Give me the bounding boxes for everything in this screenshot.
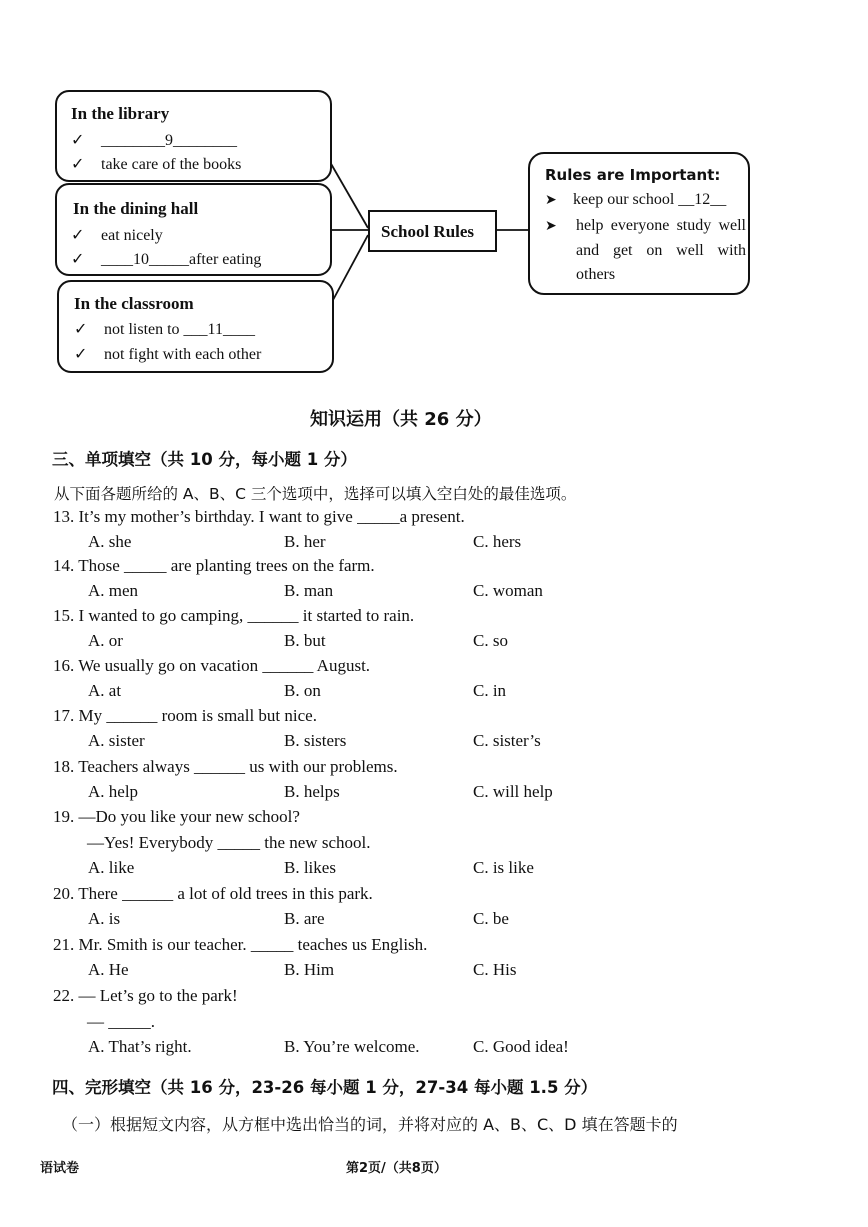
question-stem-line2: —Yes! Everybody _____ the new school. xyxy=(87,833,371,852)
question-stem: 14. Those _____ are planting trees on the farm. xyxy=(53,556,375,575)
answer-option-b: B. Him xyxy=(284,960,335,979)
footer-page-number: 第2页/（共8页） xyxy=(346,1161,447,1176)
check-icon: ✓ xyxy=(71,132,85,149)
dining-item-1 xyxy=(71,225,163,245)
part4-heading: 四、完形填空（共 16 分，23-26 每小题 1 分，27-34 每小题 1.5 分） xyxy=(52,1078,598,1097)
part4-subheading: （一）根据短文内容，从方框中选出恰当的词，并将对应的 A、B、C、D 填在答题卡的 xyxy=(62,1115,678,1134)
question-stem: 17. My ______ room is small but nice. xyxy=(53,706,317,725)
library-box xyxy=(55,90,332,182)
answer-option-b: B. on xyxy=(284,681,321,700)
rules-important-title: Rules are Important: xyxy=(545,166,721,184)
classroom-box xyxy=(57,280,334,373)
question-stem-line2: — _____. xyxy=(87,1012,155,1031)
question-stem: 22. — Let’s go to the park! xyxy=(53,986,238,1005)
classroom-item-2-text: not fight with each other xyxy=(104,346,262,363)
dining-item-1-text: eat nicely xyxy=(101,227,163,244)
classroom-item-1 xyxy=(74,319,255,339)
dining-item-2-text: ____10_____after eating xyxy=(101,251,262,268)
arrow-icon: ➤ xyxy=(545,219,557,234)
answer-option-b: B. helps xyxy=(284,782,340,801)
answer-option-c: C. Good idea! xyxy=(473,1037,569,1056)
school-rules-box xyxy=(368,210,497,252)
question-stem: 19. —Do you like your new school? xyxy=(53,807,300,826)
answer-option-b: B. You’re welcome. xyxy=(284,1037,420,1056)
check-icon: ✓ xyxy=(71,227,85,244)
question-stem: 16. We usually go on vacation ______ August. xyxy=(53,656,371,675)
answer-option-c: C. hers xyxy=(473,532,522,551)
question-stem: 15. I wanted to go camping, ______ it started to rain. xyxy=(53,606,415,625)
dining-box xyxy=(55,183,332,276)
answer-option-b: B. man xyxy=(284,581,334,600)
answer-option-a: A. like xyxy=(88,858,135,877)
library-item-1-text: ________9________ xyxy=(101,132,237,149)
answer-option-c: C. is like xyxy=(473,858,534,877)
answer-option-a: A. is xyxy=(88,909,121,928)
question-stem: 18. Teachers always ______ us with our problems. xyxy=(53,757,398,776)
question-stem: 13. It’s my mother’s birthday. I want to give _____a present. xyxy=(53,507,465,526)
answer-option-a: A. He xyxy=(88,960,129,979)
dining-item-2 xyxy=(71,249,261,269)
answer-option-c: C. be xyxy=(473,909,509,928)
check-icon: ✓ xyxy=(71,156,85,173)
school-rules-label: School Rules xyxy=(381,222,475,241)
answer-option-c: C. sister’s xyxy=(473,731,541,750)
part3-heading: 三、单项填空（共 10 分，每小题 1 分） xyxy=(52,450,357,469)
part3-instruction: 从下面各题所给的 A、B、C 三个选项中，选择可以填入空白处的最佳选项。 xyxy=(54,485,577,503)
answer-option-a: A. or xyxy=(88,631,123,650)
dining-title: In the dining hall xyxy=(73,199,199,218)
library-item-2 xyxy=(71,154,241,174)
library-title: In the library xyxy=(71,104,170,123)
answer-option-a: A. help xyxy=(88,782,139,801)
answer-option-a: A. That’s right. xyxy=(88,1037,192,1056)
answer-option-b: B. but xyxy=(284,631,326,650)
answer-option-c: C. so xyxy=(473,631,508,650)
rules-important-box xyxy=(528,152,750,295)
classroom-item-1-text: not listen to ___11____ xyxy=(104,321,255,338)
answer-option-c: C. will help xyxy=(473,782,553,801)
answer-option-c: C. in xyxy=(473,681,507,700)
answer-option-b: B. her xyxy=(284,532,326,551)
check-icon: ✓ xyxy=(74,346,88,363)
answer-option-b: B. sisters xyxy=(284,731,347,750)
check-icon: ✓ xyxy=(74,321,88,338)
section-title: 知识运用（共 26 分） xyxy=(310,409,492,430)
answer-option-b: B. likes xyxy=(284,858,336,877)
answer-option-c: C. His xyxy=(473,960,517,979)
library-item-2-text: take care of the books xyxy=(101,156,242,173)
answer-option-b: B. are xyxy=(284,909,325,928)
library-item-1 xyxy=(71,130,237,150)
rules-item-2-text: help everyone study well and get on well with others xyxy=(576,217,746,283)
classroom-item-2 xyxy=(74,344,261,364)
check-icon: ✓ xyxy=(71,251,85,268)
footer-left: 语试卷 xyxy=(40,1161,80,1176)
question-stem: 21. Mr. Smith is our teacher. _____ teaches us English. xyxy=(53,935,428,954)
question-stem: 20. There ______ a lot of old trees in this park. xyxy=(53,884,373,903)
answer-option-c: C. woman xyxy=(473,581,543,600)
rules-item-1-text: keep our school __12__ xyxy=(573,191,727,208)
classroom-title: In the classroom xyxy=(74,294,194,313)
rules-item-1 xyxy=(545,191,726,209)
answer-option-a: A. men xyxy=(88,581,139,600)
answer-option-a: A. at xyxy=(88,681,122,700)
answer-option-a: A. sister xyxy=(88,731,145,750)
arrow-icon: ➤ xyxy=(545,193,557,208)
answer-option-a: A. she xyxy=(88,532,132,551)
